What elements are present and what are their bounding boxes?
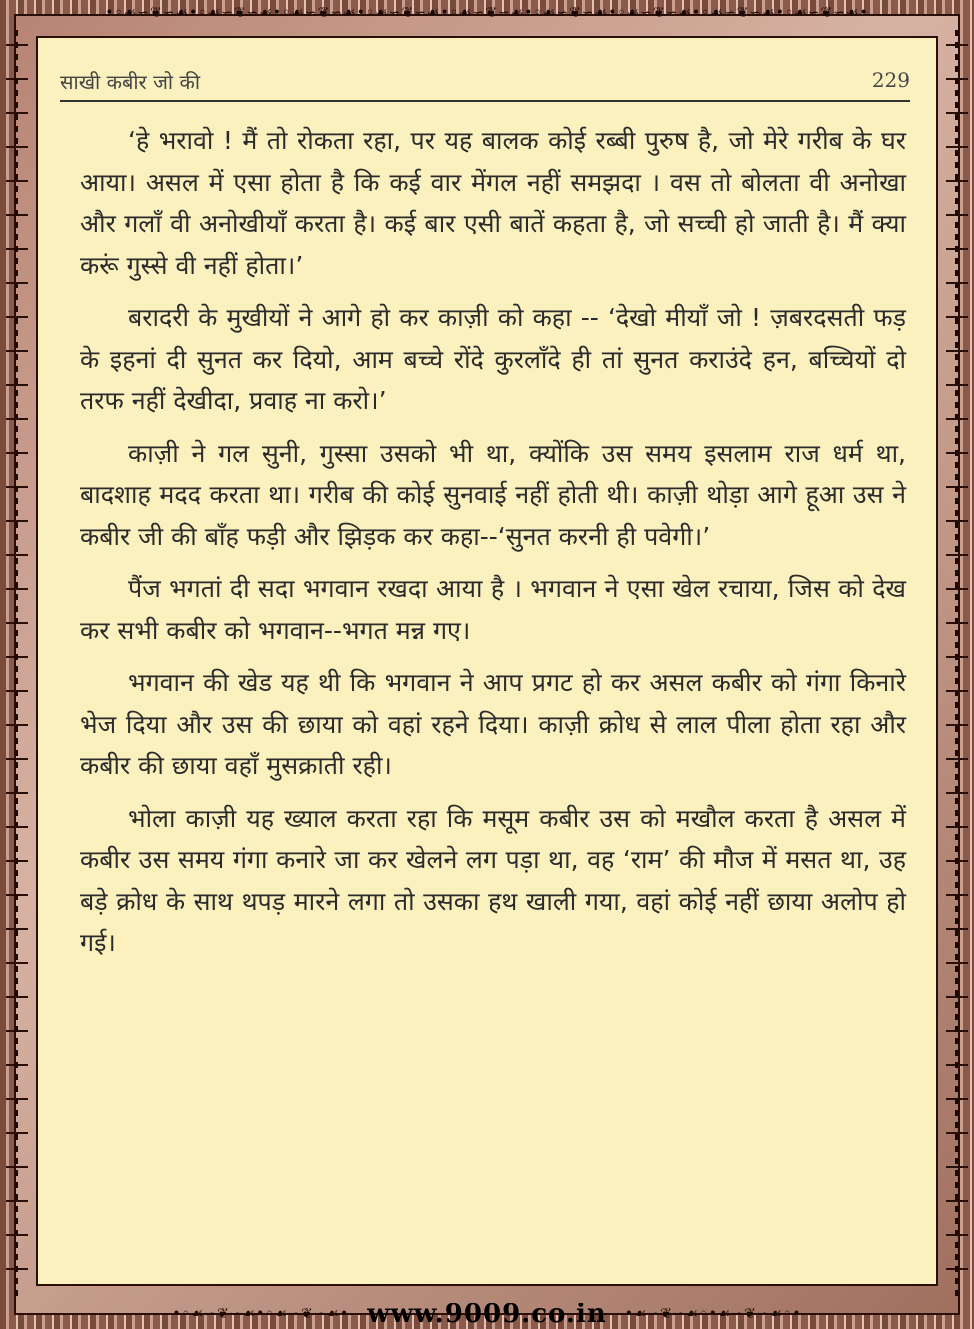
book-page	[36, 36, 938, 1286]
paragraph-4: पैंज भगतां दी सदा भगवान रखदा आया है । भगवान ने एसा खेल रचाया, जिस को देख कर सभी कबीर को भगवान--भगत मन्न गए।	[80, 574, 906, 645]
bottom-ornament-left: •◦☙∽❦∽☙•◦☙∽❦∽☙•	[172, 1306, 350, 1322]
bottom-ornament-right: •☙∽❦∽☙◦•☙∽❦∽☙◦•	[624, 1306, 802, 1322]
page-header	[60, 60, 910, 102]
bottom-ornament-border	[26, 1303, 948, 1325]
right-ornament-border	[946, 30, 968, 1299]
paragraph-2: बरादरी के मुखीयों ने आगे हो कर काज़ी को कहा -- ‘देखो मीयाँ जो ! ज़बरदसती फड़ के इहनां दी सुनत कर दियो, आम बच्चे रोंदे कुरलाँदे ही तां सुनत कराउंदे हन, बच्चियों दो तरफ नहीं देखीदा, प्रवाह ना करो।’	[80, 303, 906, 415]
paragraph-5: भगवान की खेड यह थी कि भगवान ने आप प्रगट हो कर असल कबीर को गंगा किनारे भेज दिया और उस की छाया को वहां रहने दिया। काज़ी क्रोध से लाल पीला होता रहा और कबीर की छाया वहाँ मुसक्राती रही।	[80, 668, 906, 780]
top-ornament-border	[26, 2, 948, 24]
top-ornament-text: •◦☙∽❦∽☙•◦☙∽❦∽☙•◦☙∽❦∽☙•◦☙∽❦∽☙•◦☙∽❦∽☙•◦☙∽❦∽☙•◦☙∽❦∽☙•◦☙∽❦∽☙•◦☙∽❦∽☙•	[105, 5, 869, 21]
footer-url[interactable]: www.9009.co.in	[367, 1303, 607, 1325]
page-body	[80, 120, 906, 975]
paragraph-3: काज़ी ने गल सुनी, गुस्सा उसको भी था, क्योंकि उस समय इसलाम राज धर्म था, बादशाह मदद करता था। गरीब की कोई सुनवाई नहीं होती थी। काज़ी थोड़ा आगे हूआ उस ने कबीर जी की बाँह फड़ी और झिड़क कर कहा--‘सुनत करनी ही पवेगी।’	[80, 438, 906, 551]
left-ornament-border	[6, 30, 28, 1299]
paragraph-6: भोला काज़ी यह ख्याल करता रहा कि मसूम कबीर उस को मखौल करता है असल में कबीर उस समय गंगा कनारे जा कर खेलने लग पड़ा था, वह ‘राम’ की मौज में मसत था, उह बड़े क्रोध के साथ थपड़ मारने लगा तो उसका हथ खाली गया, वहां कोई नहीं छाया अलोप हो गई।	[80, 803, 906, 957]
page-number: 229	[871, 68, 910, 92]
running-title: साखी कबीर जो की	[60, 70, 201, 94]
paragraph-1: ‘हे भरावो ! मैं तो रोकता रहा, पर यह बालक कोई रब्बी पुरुष है, जो मेरे गरीब के घर आया। असल में एसा होता है कि कई वार मेंगल नहीं समझदा । वस तो बोलता वी अनोखा और गलाँ वी अनोखीयाँ करता है। कई बार एसी बातें कहता है, जो सच्ची हो जाती है। मैं क्या करूं गुस्से वी नहीं होता।’	[80, 126, 906, 280]
